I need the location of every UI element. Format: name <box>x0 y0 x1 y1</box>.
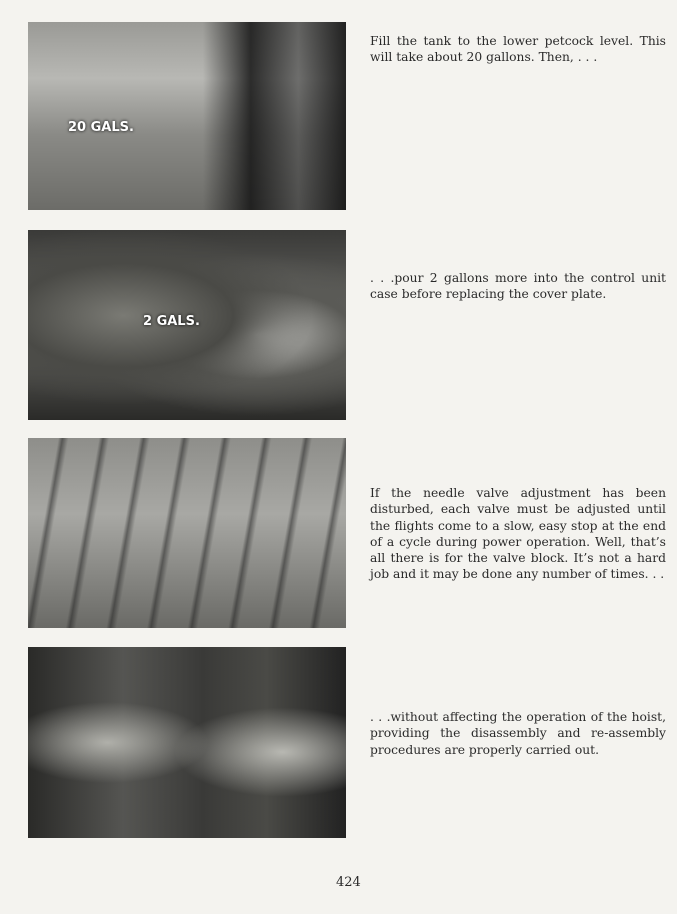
photo-hoist-workers <box>28 647 346 838</box>
photo-fill-tank <box>28 22 346 210</box>
caption-4: . . .without affecting the operation of the hoist, providing the disassembly and re-assembly procedures are properly carried out. <box>370 710 666 757</box>
page-number: 424 <box>336 875 361 890</box>
caption-2: . . .pour 2 gallons more into the control unit case before replacing the cover plate. <box>370 271 666 302</box>
photo-pour-control-unit <box>28 230 346 420</box>
photo-needle-valve-adjustment <box>28 438 346 628</box>
photo-label: 2 GALS. <box>143 314 200 329</box>
caption-3: If the needle valve adjustment has been disturbed, each valve must be adjusted until the flights come to a slow, easy stop at the end of a cycle during power operation. Well, that’s all there is for the valve block. It’s not a hard job and it may be done any number of times. . . <box>370 486 666 582</box>
caption-1: Fill the tank to the lower petcock level. This will take about 20 gallons. Then, . . . <box>370 34 666 65</box>
photo-label: 20 GALS. <box>68 120 134 135</box>
